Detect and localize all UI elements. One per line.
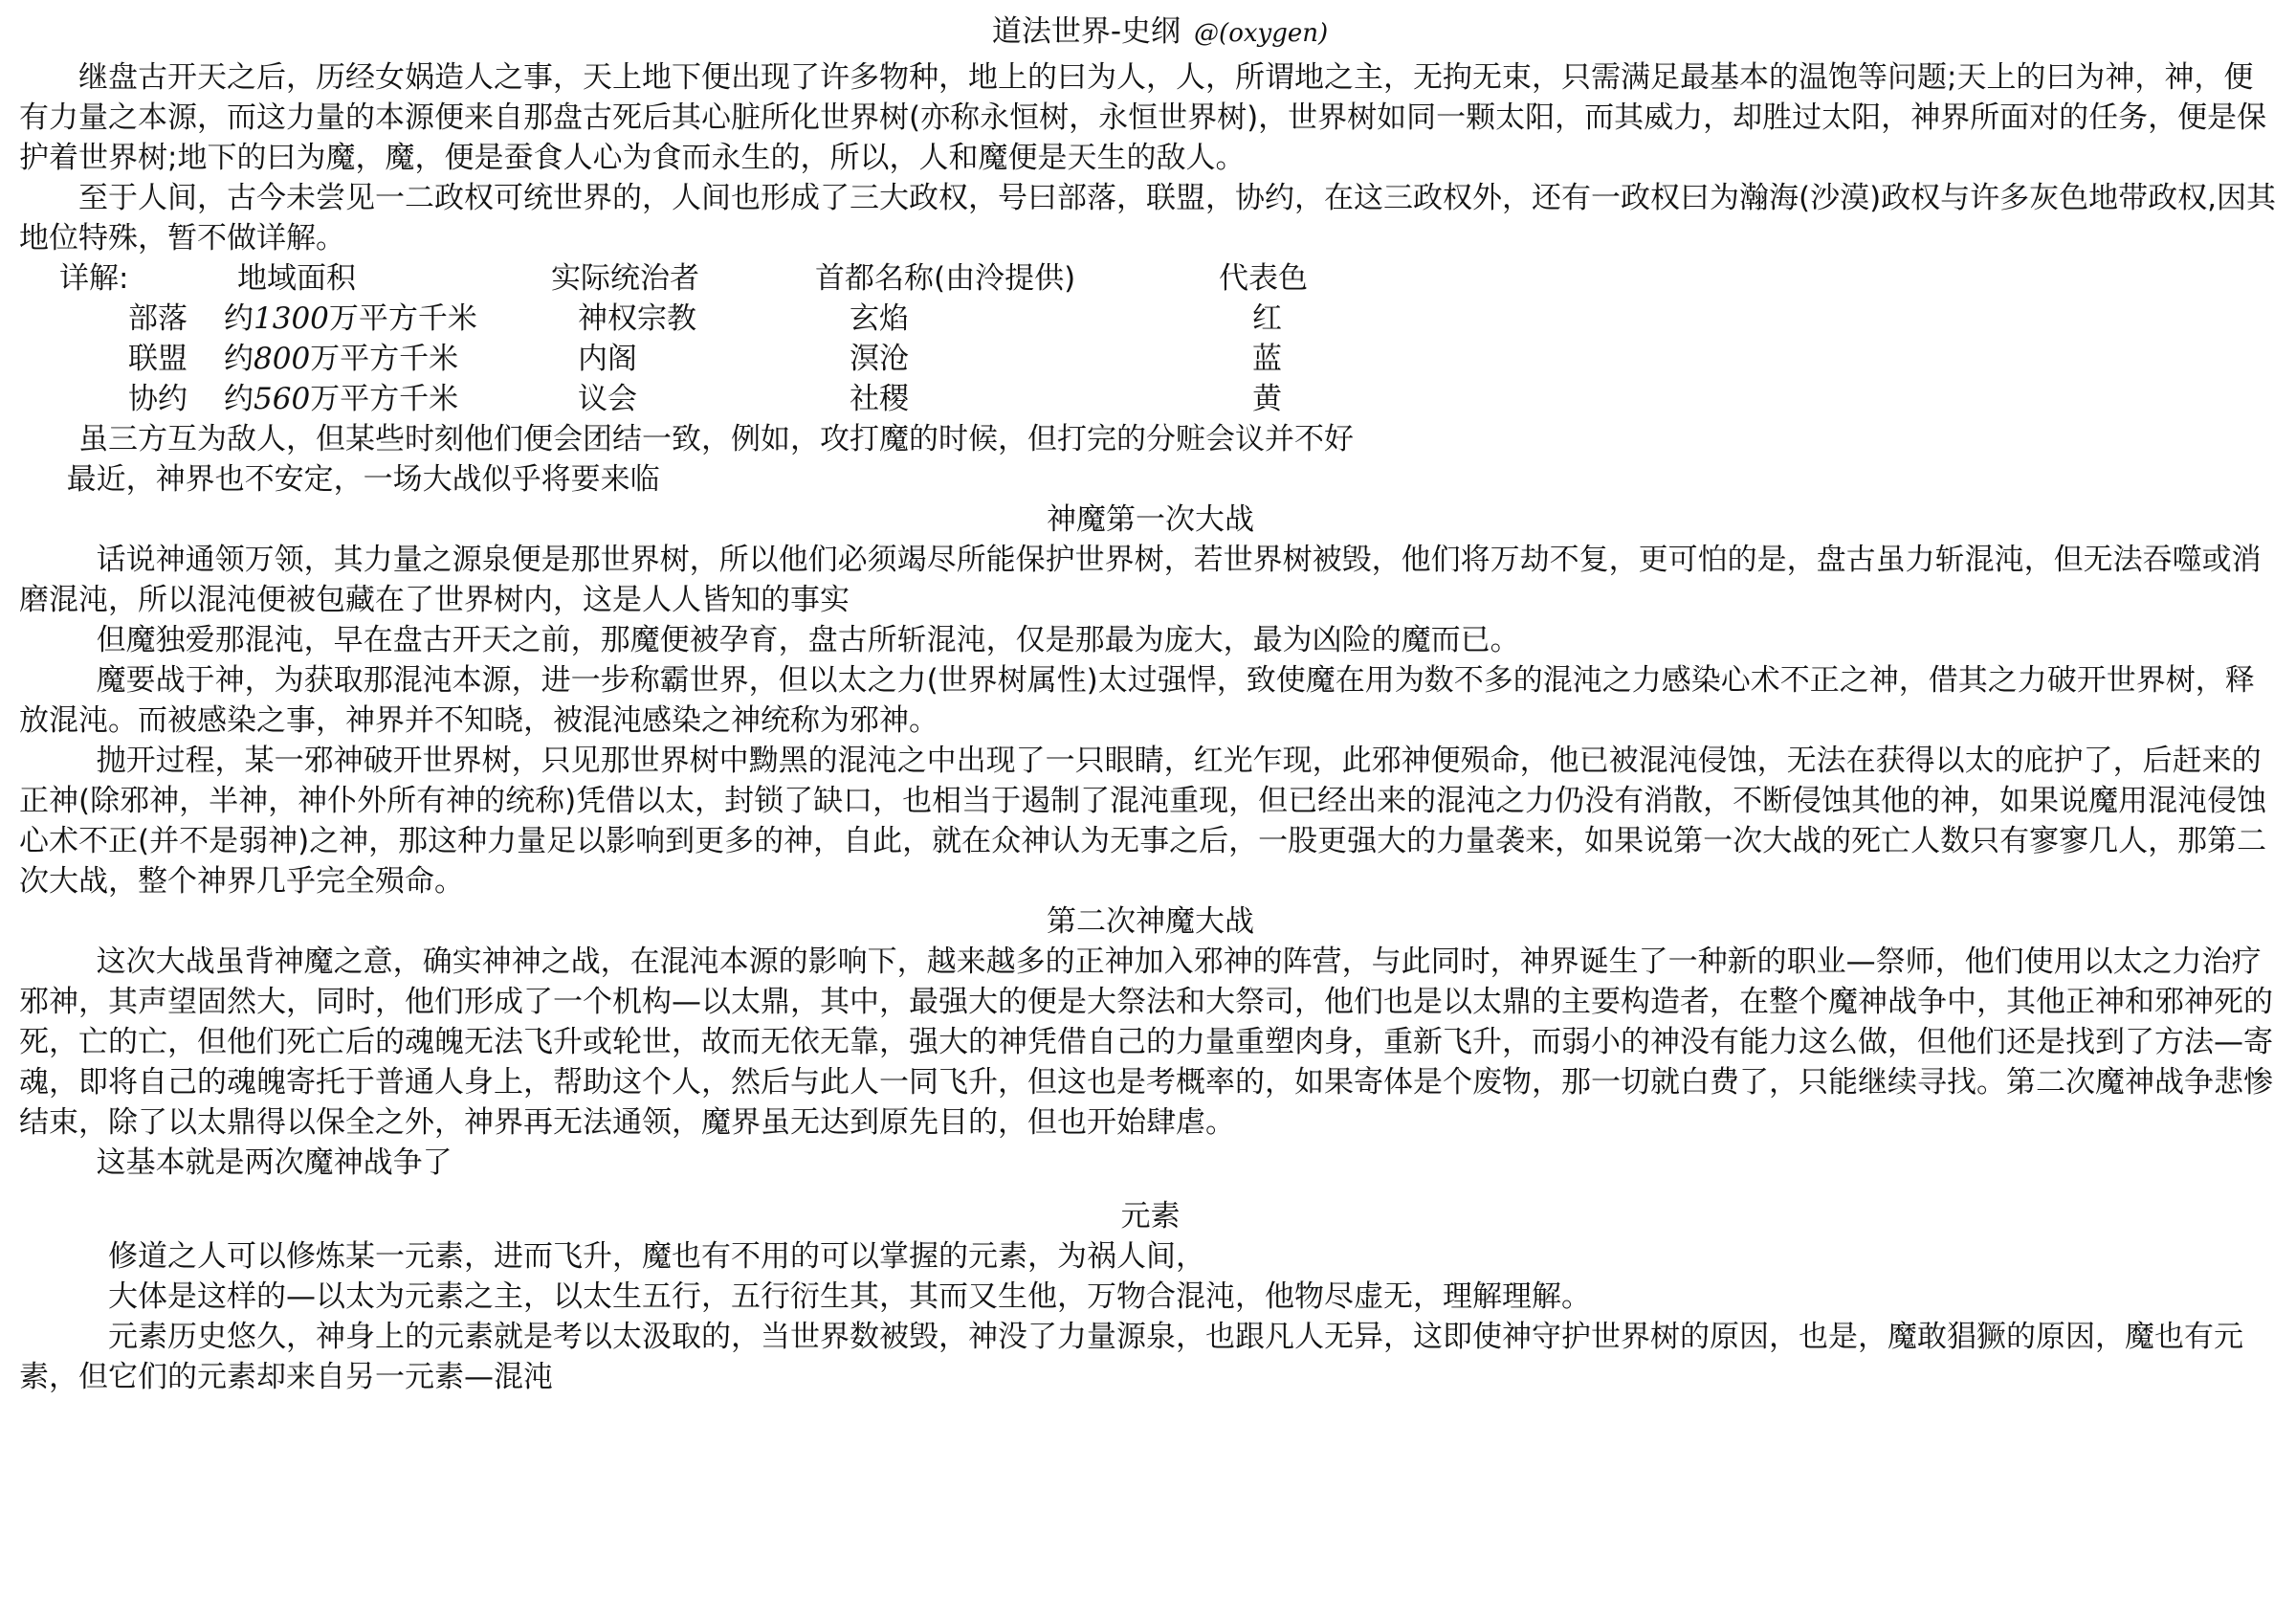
faction-row-tribe [19, 299, 2282, 339]
war1-paragraph-1: 话说神通领万领，其力量之源泉便是那世界树，所以他们必须竭尽所能保护世界树，若世界树被毁，他们将万劫不复，更可怕的是，盘古虽力斩混沌，但无法吞噬或消磨混沌，所以混沌便被包藏在了世界树内，这是人人皆知的事实 [19, 543, 2262, 617]
war1-heading: 神魔第一次大战 [1047, 502, 1254, 537]
war1-paragraph-2: 但魔独爱那混沌，早在盘古开天之前，那魔便被孕育，盘古所斩混沌，仅是那最为庞大，最为凶险的魔而已。 [96, 623, 1520, 657]
header-color: 代表色 [1219, 261, 1308, 296]
faction-name: 协约 [128, 382, 188, 416]
elements-paragraph-3: 元素历史悠久，神身上的元素就是考以太汲取的，当世界数被毁，神没了力量源泉，也跟凡人无异，这即使神守护世界树的原因，也是，魔敢猖獗的原因，魔也有元素，但它们的元素却来自另一元素—混沌 [19, 1320, 2243, 1394]
faction-color: 黄 [1252, 382, 1282, 416]
faction-color: 蓝 [1252, 342, 1282, 376]
war1-paragraph-3: 魔要战于神，为获取那混沌本源，进一步称霸世界，但以太之力(世界树属性)太过强悍，致使魔在用为数不多的混沌之力感染心术不正之神，借其之力破开世界树，释放混沌。而被感染之事，神界并不知晓，被混沌感染之神统称为邪神。 [19, 663, 2255, 738]
after-table-line-2: 最近，神界也不安定，一场大战似乎将要来临 [66, 462, 660, 497]
after-table-line-1: 虽三方互为敌人，但某些时刻他们便会团结一致，例如，攻打魔的时候，但打完的分赃会议并不好 [78, 422, 1354, 456]
faction-name: 联盟 [128, 342, 188, 376]
faction-name: 部落 [128, 301, 188, 336]
faction-ruler: 内阁 [578, 342, 637, 376]
document [19, 15, 2282, 1397]
header-capital: 首都名称(由泠提供) [815, 261, 1076, 296]
war2-paragraph-1: 这次大战虽背神魔之意，确实神神之战，在混沌本源的影响下，越来越多的正神加入邪神的阵营，与此同时，神界诞生了一种新的职业—祭师，他们使用以太之力治疗邪神，其声望固然大，同时，他们形成了一个机构—以太鼎，其中，最强大的便是大祭法和大祭司，他们也是以太鼎的主要构造者，在整个魔神战争中，其他正神和邪神死的死，亡的亡，但他们死亡后的魂魄无法飞升或轮世，故而无依无靠，强大的神凭借自己的力量重塑肉身，重新飞升，而弱小的神没有能力这么做，但他们还是找到了方法—寄魂，即将自己的魂魄寄托于普通人身上，帮助这个人，然后与此人一同飞升，但这也是考概率的，如果寄体是个废物，那一切就白费了，只能继续寻找。第二次魔神战争悲惨结束，除了以太鼎得以保全之外，神界再无法通领，魔界虽无达到原先目的，但也开始肆虐。 [19, 945, 2273, 1140]
faction-row-alliance [19, 339, 2282, 379]
faction-area: 约1300万平方千米 [224, 301, 477, 336]
faction-capital: 玄焰 [850, 301, 909, 336]
faction-row-covenant [19, 379, 2282, 419]
elements-heading: 元素 [1120, 1199, 1181, 1234]
faction-ruler: 议会 [578, 382, 637, 416]
faction-capital: 社稷 [850, 382, 909, 416]
war2-paragraph-2: 这基本就是两次魔神战争了 [96, 1145, 453, 1180]
title-main: 道法世界-史纲 [991, 14, 1181, 49]
factions-header-row [19, 258, 2282, 299]
elements-paragraph-2: 大体是这样的—以太为元素之主，以太生五行，五行衍生其，其而又生他，万物合混沌，他物尽虚无，理解理解。 [108, 1279, 1591, 1314]
faction-capital: 溟沧 [850, 342, 909, 376]
faction-area: 约800万平方千米 [224, 342, 459, 376]
faction-ruler: 神权宗教 [578, 301, 696, 336]
header-area: 地域面积 [237, 261, 356, 296]
factions-table [19, 258, 2282, 419]
header-detail: 详解: [59, 261, 129, 296]
document-title [19, 15, 2282, 48]
war1-paragraph-4: 抛开过程，某一邪神破开世界树，只见那世界树中黝黑的混沌之中出现了一只眼睛，红光乍现，此邪神便殒命，他已被混沌侵蚀，无法在获得以太的庇护了，后赶来的正神(除邪神，半神，神仆外所有神的统称)凭借以太，封锁了缺口，也相当于遏制了混沌重现，但已经出来的混沌之力仍没有消散，不断侵蚀其他的神，如果说魔用混沌侵蚀心术不正(并不是弱神)之神，那这种力量足以影响到更多的神，自此，就在众神认为无事之后，一股更强大的力量袭来，如果说第一次大战的死亡人数只有寥寥几人，那第二次大战，整个神界几乎完全殒命。 [19, 744, 2267, 899]
header-ruler: 实际统治者 [551, 261, 699, 296]
intro-paragraph-2: 至于人间，古今未尝见一二政权可统世界的，人间也形成了三大政权，号曰部落，联盟，协约，在这三政权外，还有一政权曰为瀚海(沙漠)政权与许多灰色地带政权,因其地位特殊，暂不做详解。 [19, 181, 2277, 256]
elements-paragraph-1: 修道之人可以修炼某一元素，进而飞升，魔也有不用的可以掌握的元素，为祸人间， [108, 1239, 1205, 1274]
title-author: @(oxygen) [1194, 19, 1329, 48]
faction-color: 红 [1252, 301, 1282, 336]
war2-heading: 第二次神魔大战 [1047, 904, 1254, 939]
intro-paragraph-1: 继盘古开天之后，历经女娲造人之事，天上地下便出现了许多物种，地上的曰为人，人，所谓地之主，无拘无束，只需满足最基本的温饱等问题;天上的曰为神，神，便有力量之本源，而这力量的本源便来自那盘古死后其心脏所化世界树(亦称永恒树，永恒世界树)，世界树如同一颗太阳，而其威力，却胜过太阳，神界所面对的任务，便是保护着世界树;地下的曰为魔，魔，便是蚕食人心为食而永生的，所以，人和魔便是天生的敌人。 [19, 60, 2267, 175]
faction-area: 约560万平方千米 [224, 382, 459, 416]
